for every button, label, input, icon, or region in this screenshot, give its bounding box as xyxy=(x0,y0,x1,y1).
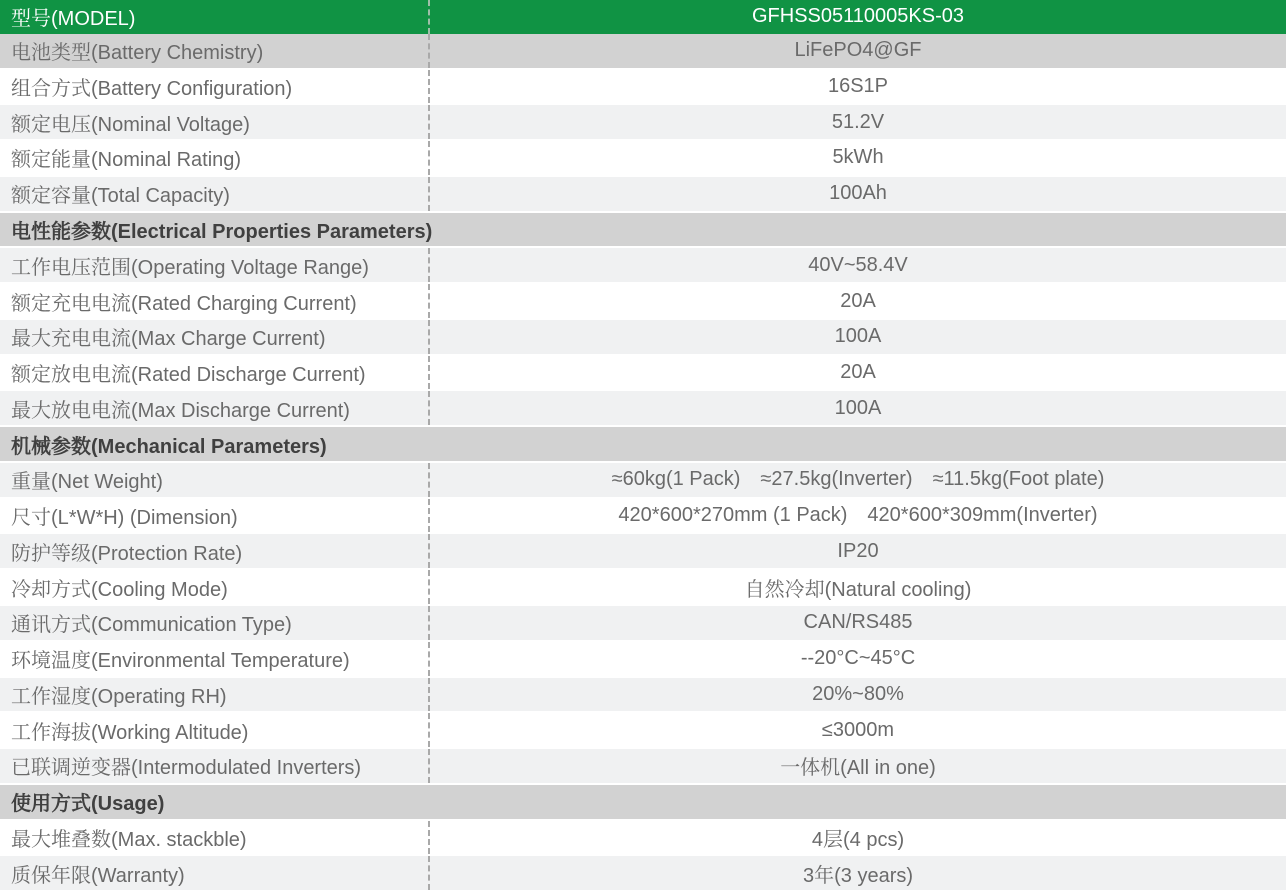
row-value: ≈60kg(1 Pack) ≈27.5kg(Inverter) ≈11.5kg(Foot plate) xyxy=(428,463,1286,497)
section-header-row xyxy=(0,427,1286,463)
row-label: 重量(Net Weight) xyxy=(11,471,163,494)
spec-row xyxy=(0,678,1286,714)
section-header-row xyxy=(0,785,1286,821)
row-value: 100A xyxy=(428,391,1286,425)
row-label: 工作电压范围(Operating Voltage Range) xyxy=(11,256,369,279)
row-label: 最大放电电流(Max Discharge Current) xyxy=(11,399,350,422)
section-header-row xyxy=(0,213,1286,249)
row-label: 工作湿度(Operating RH) xyxy=(11,685,227,708)
row-label: 防护等级(Protection Rate) xyxy=(11,542,243,565)
spec-row xyxy=(0,642,1286,678)
row-value: 51.2V xyxy=(428,105,1286,139)
row-value: 16S1P xyxy=(428,70,1286,104)
row-value: 3年(3 years) xyxy=(428,856,1286,890)
row-value: 自然冷却(Natural cooling) xyxy=(428,570,1286,604)
spec-row xyxy=(0,356,1286,392)
row-label: 额定放电电流(Rated Discharge Current) xyxy=(11,364,366,387)
row-value: LiFePO4@GF xyxy=(428,34,1286,68)
row-value: 40V~58.4V xyxy=(428,248,1286,282)
row-label: 使用方式(Usage) xyxy=(11,793,165,816)
spec-row xyxy=(0,821,1286,857)
row-value: ≤3000m xyxy=(428,713,1286,747)
spec-row xyxy=(0,70,1286,106)
spec-row xyxy=(0,856,1286,892)
row-value: 100Ah xyxy=(428,177,1286,211)
row-label: 质保年限(Warranty) xyxy=(11,864,185,887)
row-value: 20A xyxy=(428,284,1286,318)
spec-row xyxy=(0,463,1286,499)
row-value: 20%~80% xyxy=(428,678,1286,712)
spec-row xyxy=(0,570,1286,606)
row-value: --20°C~45°C xyxy=(428,642,1286,676)
spec-row xyxy=(0,177,1286,213)
row-label: 电池类型(Battery Chemistry) xyxy=(11,42,264,65)
spec-row xyxy=(0,141,1286,177)
row-value: 4层(4 pcs) xyxy=(428,821,1286,855)
row-label: 电性能参数(Electrical Properties Parameters) xyxy=(11,220,433,243)
row-value: GFHSS05110005KS-03 xyxy=(428,0,1286,34)
spec-row xyxy=(0,606,1286,642)
spec-row xyxy=(0,499,1286,535)
row-label: 最大充电电流(Max Charge Current) xyxy=(11,328,326,351)
row-value: 5kWh xyxy=(428,141,1286,175)
row-label: 额定能量(Nominal Rating) xyxy=(11,149,242,172)
row-value: 20A xyxy=(428,356,1286,390)
row-label: 冷却方式(Cooling Mode) xyxy=(11,578,228,601)
spec-row xyxy=(0,534,1286,570)
model-header-row xyxy=(0,0,1286,34)
row-label: 环境温度(Environmental Temperature) xyxy=(11,650,350,673)
spec-row xyxy=(0,749,1286,785)
row-value: IP20 xyxy=(428,534,1286,568)
spec-row xyxy=(0,713,1286,749)
row-label: 已联调逆变器(Intermodulated Inverters) xyxy=(11,757,362,780)
spec-row xyxy=(0,105,1286,141)
row-value: 100A xyxy=(428,320,1286,354)
row-label: 组合方式(Battery Configuration) xyxy=(11,77,293,100)
row-label: 最大堆叠数(Max. stackble) xyxy=(11,828,247,851)
row-label: 额定电压(Nominal Voltage) xyxy=(11,113,250,136)
row-value: 420*600*270mm (1 Pack) 420*600*309mm(Inverter) xyxy=(428,499,1286,533)
spec-row xyxy=(0,284,1286,320)
spec-row xyxy=(0,320,1286,356)
spec-row xyxy=(0,248,1286,284)
spec-row xyxy=(0,34,1286,70)
row-label: 额定充电电流(Rated Charging Current) xyxy=(11,292,357,315)
spec-row xyxy=(0,391,1286,427)
row-label: 工作海拔(Working Altitude) xyxy=(11,721,249,744)
row-label: 额定容量(Total Capacity) xyxy=(11,185,230,208)
row-label: 尺寸(L*W*H) (Dimension) xyxy=(11,507,238,530)
row-value: 一体机(All in one) xyxy=(428,749,1286,783)
row-value: CAN/RS485 xyxy=(428,606,1286,640)
row-label: 型号(MODEL) xyxy=(11,8,136,31)
row-label: 通讯方式(Communication Type) xyxy=(11,614,292,637)
row-label: 机械参数(Mechanical Parameters) xyxy=(11,435,327,458)
